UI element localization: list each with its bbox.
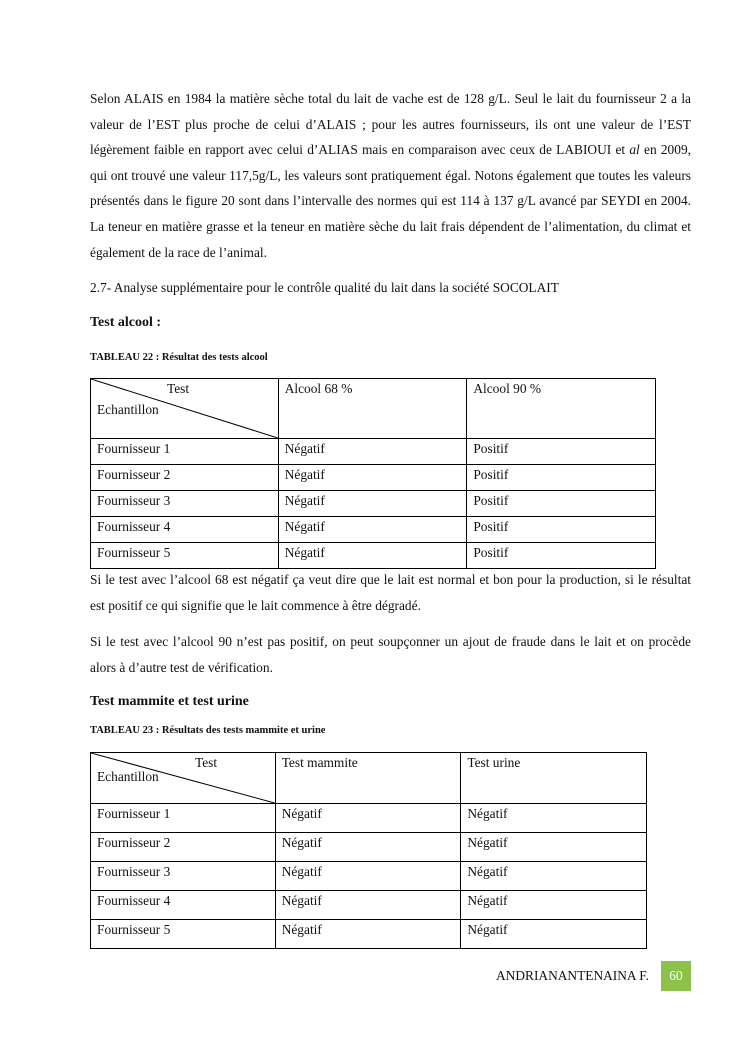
column-header: Test urine bbox=[461, 753, 647, 804]
table-cell: Fournisseur 3 bbox=[91, 491, 279, 517]
table-cell: Fournisseur 2 bbox=[91, 833, 276, 862]
table-cell: Négatif bbox=[275, 891, 461, 920]
table-header-row bbox=[91, 753, 647, 804]
table-cell: Fournisseur 1 bbox=[91, 804, 276, 833]
table-cell: Négatif bbox=[461, 891, 647, 920]
table-cell: Négatif bbox=[275, 862, 461, 891]
page-number: 60 bbox=[661, 961, 691, 991]
table-cell: Négatif bbox=[278, 543, 467, 569]
table-cell: Fournisseur 1 bbox=[91, 439, 279, 465]
paragraph-italic-al: al bbox=[629, 142, 640, 158]
table-cell: Positif bbox=[467, 491, 656, 517]
table22-caption: TABLEAU 22 : Résultat des tests alcool bbox=[90, 352, 268, 363]
table-row bbox=[91, 862, 647, 891]
table-22-alcool bbox=[90, 378, 656, 569]
test-alcool-heading: Test alcool : bbox=[90, 315, 162, 330]
table-row bbox=[91, 833, 647, 862]
table-row bbox=[91, 543, 656, 569]
table-header-row bbox=[91, 379, 656, 439]
paragraph-text-part1: Selon ALAIS en 1984 la matière sèche total du lait de vache est de 128 g/L. Seul le lait du fournisseur 2 a la valeur de l’EST plus proche de celui d’ALAIS ; pour les autres fournisseurs, ils ont une valeur de l’EST légèrement faible en rapport avec celui d’ALIAS mais en comparaison avec ceux de LABIOUI et bbox=[90, 91, 691, 158]
table-cell: Fournisseur 4 bbox=[91, 517, 279, 543]
table-cell: Négatif bbox=[461, 804, 647, 833]
table-cell: Positif bbox=[467, 543, 656, 569]
table-cell: Positif bbox=[467, 439, 656, 465]
table-cell: Négatif bbox=[278, 465, 467, 491]
table-row bbox=[91, 491, 656, 517]
table-row bbox=[91, 439, 656, 465]
table-cell: Positif bbox=[467, 517, 656, 543]
corner-label-test: Test bbox=[167, 381, 190, 396]
table-cell: Négatif bbox=[278, 491, 467, 517]
table-cell: Fournisseur 2 bbox=[91, 465, 279, 491]
corner-label-echantillon: Echantillon bbox=[97, 769, 159, 784]
paragraph-alcool-90: Si le test avec l’alcool 90 n’est pas positif, on peut soupçonner un ajout de fraude dans le lait et on procède alors à d’autre test de vérification. bbox=[90, 634, 691, 675]
table-cell: Fournisseur 5 bbox=[91, 543, 279, 569]
table-cell: Fournisseur 4 bbox=[91, 891, 276, 920]
table-cell: Négatif bbox=[278, 439, 467, 465]
table-cell: Négatif bbox=[461, 920, 647, 949]
table-cell: Fournisseur 3 bbox=[91, 862, 276, 891]
column-header: Alcool 90 % bbox=[467, 379, 656, 439]
table-cell: Négatif bbox=[461, 862, 647, 891]
table-row bbox=[91, 804, 647, 833]
table-cell: Négatif bbox=[278, 517, 467, 543]
table-row bbox=[91, 891, 647, 920]
table-row bbox=[91, 465, 656, 491]
column-header: Alcool 68 % bbox=[278, 379, 467, 439]
paragraph-matiere-seche bbox=[90, 86, 691, 265]
table-cell: Négatif bbox=[275, 833, 461, 862]
corner-label-echantillon: Echantillon bbox=[97, 402, 159, 417]
paragraph-alcool-68: Si le test avec l’alcool 68 est négatif ça veut dire que le lait est normal et bon pour la production, si le résultat est positif ce qui signifie que le lait commence à être dégradé. bbox=[90, 572, 691, 613]
column-header: Test mammite bbox=[275, 753, 461, 804]
table-cell: Négatif bbox=[461, 833, 647, 862]
test-mammite-heading: Test mammite et test urine bbox=[90, 694, 249, 709]
paragraph-text-part2: en 2009, qui ont trouvé une valeur 117,5g/L, les valeurs sont pratiquement égal. Notons également que toutes les valeurs présentés dans le figure 20 sont dans l’intervalle des normes qui est 114 à 137 g/L avancé par SEYDI en 2004. La teneur en matière grasse et la teneur en matière sèche du lait frais dépendent de l’alimentation, du climat et également de la race de l’animal. bbox=[90, 142, 691, 260]
table-cell: Négatif bbox=[275, 804, 461, 833]
footer-author: ANDRIANANTENAINA F. bbox=[496, 968, 649, 983]
table-row bbox=[91, 517, 656, 543]
table-23-mammite-urine bbox=[90, 752, 647, 949]
table-corner-cell bbox=[91, 379, 279, 439]
table-cell: Positif bbox=[467, 465, 656, 491]
table-cell: Négatif bbox=[275, 920, 461, 949]
table-cell: Fournisseur 5 bbox=[91, 920, 276, 949]
table23-caption: TABLEAU 23 : Résultats des tests mammite et urine bbox=[90, 725, 326, 736]
section-heading: 2.7- Analyse supplémentaire pour le contrôle qualité du lait dans la société SOCOLAIT bbox=[90, 280, 559, 295]
table-row bbox=[91, 920, 647, 949]
corner-label-test: Test bbox=[195, 755, 218, 770]
table-corner-cell bbox=[91, 753, 276, 804]
